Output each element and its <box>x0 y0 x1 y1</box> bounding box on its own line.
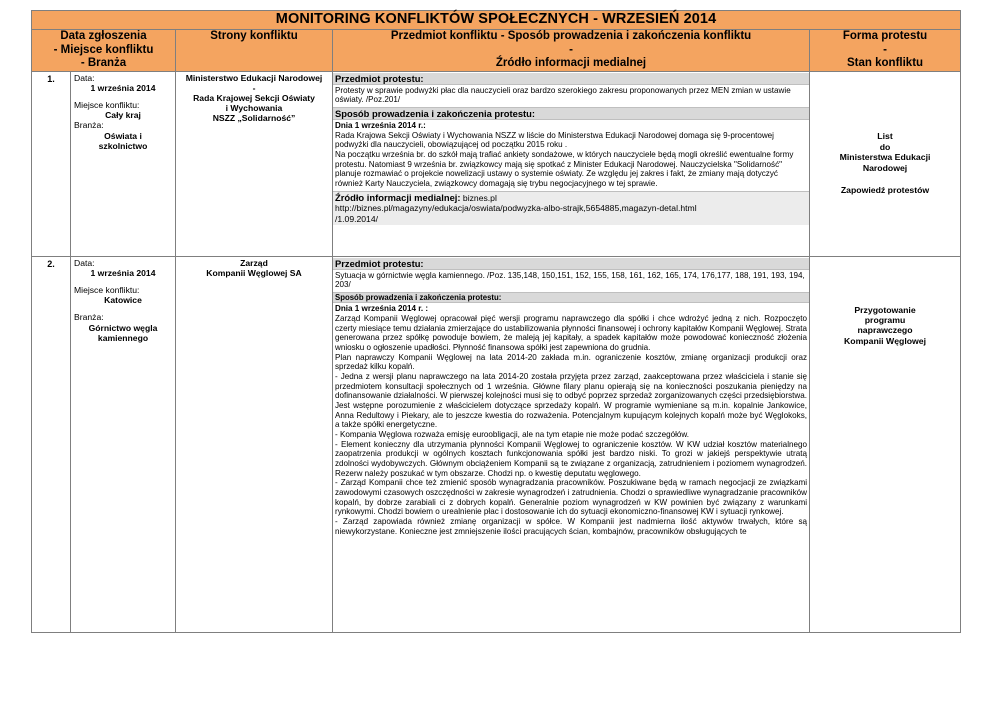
place-label: Miejsce konfliktu: <box>74 99 140 110</box>
method-paragraph: Rada Krajowa Sekcji Oświaty i Wychowania NSZZ w liście do Ministerstwa Edukacji Narodowej domaga się 9-procentowej podwyżki dla nauczycieli, obowiązującej od początku 2015 roku . <box>335 130 774 150</box>
date-label: Data: <box>74 72 95 83</box>
parties-cell: Zarząd Kompanii Węglowej SA <box>176 256 333 632</box>
date-place-cell: Data: 1 września 2014 Miejsce konfliktu: Cały kraj Branża: Oświata i szkolnictwo <box>71 71 176 256</box>
subject-cell <box>333 256 810 632</box>
media-source <box>333 191 809 225</box>
parties-cell: Ministerstwo Edukacji Narodowej - Rada Krajowej Sekcji Oświaty i Wychowania NSZZ „Solidarność” <box>176 71 333 256</box>
method-paragraph: Na początku września br. do szkół mają trafiać ankiety sondażowe, w których nauczyciele będą mogli określić ewentualne formy protestu. Natomiast 9 września br. związkowcy mają się spotkać z Minister Edukacji Narodowej. Nauczycielska "Solidarność" planuje rozmawiać o projekcie nowelizacji ustawy o systemie oświaty. Ze względu jej zakres i fakt, że zmiany mają dotyczyć również Karty Nauczyciela, związkowcy domagają się trybu negocjacyjnego w tej sprawie. <box>335 150 794 189</box>
method-paragraph: - Jedna z wersji planu naprawczego na lata 2014-20 została przyjęta przez zarząd, zaakceptowana przez właściciela i stanie się przedmiotem konsultacji społecznych od 1 września. Główne filary planu opierają się na konieczności poszukania pieniędzy na dofinansowanie działalności. W pierwszej kolejności musi się to odbyć poprzez sprzedaż zorganizowanych części przedsiębiorstwa. Jest wstępne porozumienie z właścicielem dotyczące sprzedaży kopalń. W programie wymieniane są m.in. kopalnie Jankowice, Anna Redultowy i Piekary, ale to jeszcze kwestia do rozważenia. Potencjalnym kupującym kolejnych kopalń może być Węglokoks, a także spółki energetyczne. <box>335 372 807 430</box>
header-forma-protestu: Forma protestu - Stan konfliktu <box>810 30 961 72</box>
place-label: Miejsce konfliktu: <box>74 284 140 295</box>
source-name: biznes.pl <box>460 192 497 203</box>
header-data-zgloszenia: Data zgłoszenia - Miejsce konfliktu - Branża <box>32 30 176 72</box>
subject-heading: Przedmiot protestu: <box>333 73 809 85</box>
subject-cell <box>333 71 810 256</box>
date-label: Data: <box>74 257 95 268</box>
method-paragraph: - Zarząd Kompanii chce też zmienić sposób wynagradzania pracowników. Poszukiwane będą w ramach negocjacji ze związkami zawodowymi czasowych oszczędności w zakresie wynagrodzeń i zatrudnienia. Chodzi o sprawiedliwe wynagradzanie pracowników kopalń, by dobrze zarabiali ci z dobrych kopalń. Generalnie poziom wynagrodzeń w KW powinien być związany z warunkami rynkowymi. Chodzi bowiem o urealnienie płac i dostosowanie ich do sytuacji ekonomiczno-finansowej KW i sytuacji rynkowej. <box>335 478 807 517</box>
row-number: 2. <box>32 256 71 632</box>
place-value: Katowice <box>104 295 142 306</box>
subject-text: Sytuacja w górnictwie węgla kamiennego. /Poz. 135,148, 150,151, 152, 155, 158, 161, 162, 165, 174, 176,177, 188, 191, 193, 194, 203/ <box>335 270 805 290</box>
table-title: MONITORING KONFLIKTÓW SPOŁECZNYCH - WRZESIEŃ 2014 <box>32 11 961 30</box>
source-url: http://biznes.pl/magazyny/edukacja/oswiata/podwyzka-albo-strajk,5654885,magazyn-detal.html <box>335 203 697 214</box>
document <box>31 10 960 633</box>
header-przedmiot-konfliktu: Przedmiot konfliktu - Sposób prowadzenia i zakończenia konfliktu - Źródło informacji medialnej <box>333 30 810 72</box>
industry-label: Branża: <box>74 312 104 323</box>
protest-form-cell: Przygotowanie programu naprawczego Kompanii Węglowej <box>810 256 961 632</box>
industry-label: Branża: <box>74 120 104 131</box>
subject-heading: Przedmiot protestu: <box>333 258 809 270</box>
protest-form-cell: List do Ministerstwa Edukacji Narodowej Zapowiedź protestów <box>810 71 961 256</box>
method-paragraph: - Kompania Węglowa rozważa emisję euroobligacji, ale na tym etapie nie może podać szczegółów. <box>335 429 690 439</box>
conflict-status: Zapowiedź protestów <box>840 185 930 196</box>
row-number: 1. <box>32 71 71 256</box>
industry-value: Oświata i <box>104 130 142 141</box>
table-row <box>32 256 961 632</box>
table-row <box>32 71 961 256</box>
method-heading: Sposób prowadzenia i zakończenia protestu: <box>333 107 809 120</box>
header-strony-konfliktu: Strony konfliktu <box>176 30 333 72</box>
method-heading: Sposób prowadzenia i zakończenia protestu: <box>333 292 809 304</box>
date-value: 1 września 2014 <box>90 267 156 278</box>
method-paragraph: - Zarząd zapowiada również zmianę organizacji w spółce. W Kompanii jest nadmierna ilość aktywów trwałych, które są niewykorzystane. Konieczne jest zmniejszenie ilości pracujących ścian, kombajnów, pracowników obsługujących te <box>335 516 807 536</box>
method-paragraph: - Element konieczny dla utrzymania płynności Kompanii Węglowej to ograniczenie kosztów. W KW udział kosztów materialnego zaopatrzenia produkcji w ogólnych kosztach funkcjonowania spółki jest bardzo niski. To grozi w jakiejś perspektywie utratą zdolności wydobywczych. Głównym obciążeniem Kompanii są te związane z organizacją, zatrudnieniem i poziomem wynagrodzeń. Rezerw należy poszukać w tym obszarze. Chodzi np. o kwestię deputatu węglowego. <box>335 439 807 478</box>
subject-text: Protesty w sprawie podwyżki płac dla nauczycieli oraz bardzo szerokiego zakresu proponowanych przez MEN zmian w ustawie oświaty. /Poz.201/ <box>335 85 791 105</box>
method-paragraph: Plan naprawczy Kompanii Węglowej na lata 2014-20 zakłada m.in. ograniczenie kosztów, zmianę organizacji produkcji oraz sprzedaż kilku kopalń. <box>335 352 807 372</box>
industry-value: Górnictwo węgla <box>88 322 158 333</box>
method-paragraph: Zarząd Kompanii Węglowej opracował pięć wersji programu naprawczego dla spółki i chce wdrożyć jedną z nich. Rozpoczęto czerty miesiące temu działania zmierzające do ustabilizowania płynności finansowej i ochrony kapitałów Kompanii Węglowej. Strata generowana przez spółkę powoduje bowiem, że maleją jej kapitały, a spadek kapitałów może powodować konieczność złożenia wniosku o ogłoszenie upadłości. Płynność finansowa spółki jest zapewniona do grudnia. <box>335 314 807 353</box>
date-place-cell: Data: 1 września 2014 Miejsce konfliktu: Katowice Branża: Górnictwo węgla kamiennego <box>71 256 176 632</box>
date-value: 1 września 2014 <box>90 82 156 93</box>
method-date: Dnia 1 września 2014 r.: <box>335 120 426 130</box>
source-label: Źródło informacji medialnej: <box>335 191 461 203</box>
place-value: Cały kraj <box>105 110 141 121</box>
source-date: /1.09.2014/ <box>335 213 379 224</box>
conflict-table <box>31 10 961 633</box>
method-date: Dnia 1 września 2014 r. : <box>335 304 429 314</box>
